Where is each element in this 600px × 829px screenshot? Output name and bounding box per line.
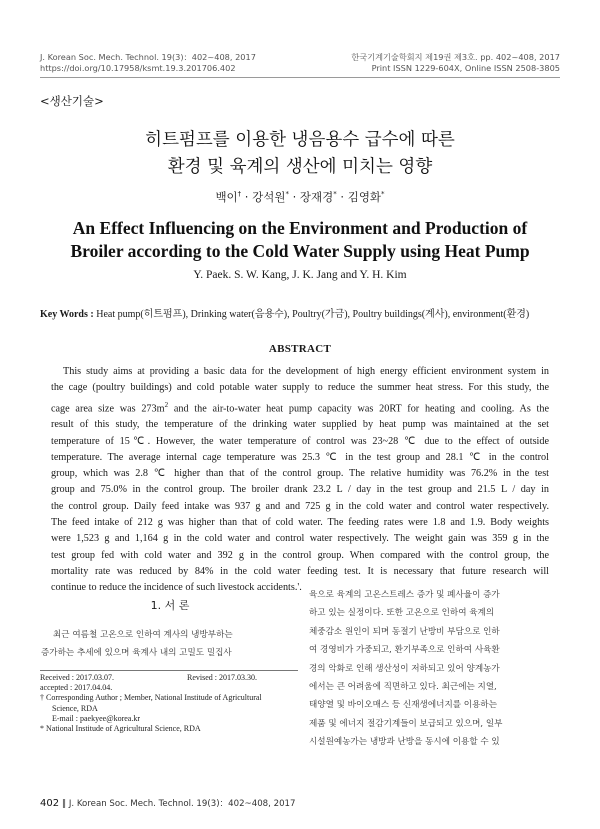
body-line: 하고 있는 실정이다. 또한 고온으로 인하여 육계의 xyxy=(309,608,495,619)
corresponding-author: † Corresponding Author ; Member, National Institude of Agricultural xyxy=(40,693,262,703)
body-line: 여 경영비가 가중되고, 환기부족으로 인하여 사육환 xyxy=(309,645,500,656)
title-ko-line2: 환경 및 육계의 생산에 미치는 영향 xyxy=(167,157,433,177)
page-number: 402 xyxy=(40,798,60,809)
abstract-line-3 xyxy=(51,397,549,418)
abstract-line: the cage (poultry buildings) and cold potable water supply to reduce the summer heat stress. For this study, the xyxy=(51,382,549,394)
footnote-divider xyxy=(40,670,298,671)
keywords xyxy=(40,305,560,320)
journal-citation-ko: 한국기계기술학회지 제19권 제3호. pp. 402~408, 2017 xyxy=(351,52,560,62)
received-date: Received : 2017.03.07. xyxy=(40,673,114,682)
page-footer xyxy=(40,797,295,809)
accepted-date: accepted : 2017.04.04. xyxy=(40,683,113,693)
body-line: 최근 여름철 고온으로 인하여 계사의 냉방부하는 xyxy=(53,630,233,640)
abstract-line-3b: and the air-to-water heat pump capacity was 20RT for heating and cooling. As the xyxy=(168,402,549,414)
title-ko-line1: 히트펌프를 이용한 냉음용수 급수에 따른 xyxy=(145,130,455,150)
body-line: 제품 및 에너지 절감기계들이 보급되고 있으며, 일부 xyxy=(309,718,503,729)
section-heading-introduction: 1. 서 론 xyxy=(150,599,190,612)
author-mark-4: * xyxy=(381,190,385,199)
authors-en: Y. Paek. S. W. Kang, J. K. Jang and Y. H. Kim xyxy=(193,269,407,281)
abstract-line: temperature of 15℃. However, the water temperature of control was 23~28 ℃ due to the effect of outside xyxy=(51,435,549,447)
body-line: 체중감소 원인이 되며 동절기 난방비 부담으로 인하 xyxy=(309,626,500,637)
abstract-line: This study aims at providing a basic data for the development of high energy efficient environment system in xyxy=(63,366,549,377)
body-line: 경의 악화로 인해 생산성이 저하되고 있어 양계농가 xyxy=(309,663,500,674)
abstract-line: group and 75.0% in the control group. The broiler drank 23.2 L / day in the test group and 21.5 L / day in xyxy=(51,484,549,496)
author-mark-1: † xyxy=(237,190,242,199)
author-ko-1: 백이 xyxy=(215,190,238,204)
body-line: 에서는 큰 어려움에 직면하고 있다. 최근에는 지열, xyxy=(309,682,497,693)
footnote-dates xyxy=(40,673,298,683)
revised-date: Revised : 2017.03.30. xyxy=(186,673,257,682)
abstract-line: The feed intake of 212 g was higher than that of cold water. The feeding rates were 1.8 and 1.9. Body weights xyxy=(51,517,549,529)
body-line: 증가하는 추세에 있으며 육계사 내의 고밀도 밀집사 xyxy=(41,648,232,659)
author-mark-3: * xyxy=(333,190,337,199)
abstract-line: continue to reduce the incidence of such livestock accidents.'. xyxy=(51,582,302,594)
title-en-line2: Broiler according to the Cold Water Supply using Heat Pump xyxy=(70,241,530,261)
author-ko-3: · 장재경 xyxy=(288,190,334,204)
author-mark-2: * xyxy=(285,190,289,199)
author-ko-4: · 김영화 xyxy=(336,190,382,204)
left-column-body xyxy=(41,626,298,663)
abstract-line: group, which was 2.8 ℃ higher than that of the control group. The relative humidity was 76.2% in the test xyxy=(51,468,549,480)
doi-link[interactable]: https://doi.org/10.17958/ksmt.19.3.201706.402 xyxy=(40,63,236,73)
abstract-line: were 1,523 g and 1,164 g in the cold water and control water respectively. The weight gain was 359 g in the xyxy=(51,533,549,545)
authors-ko xyxy=(0,189,600,205)
body-line: 육으로 육계의 고온스트레스 증가 및 폐사율이 증가 xyxy=(309,590,500,600)
body-line: 시설원예농가는 냉방과 난방을 동시에 이용할 수 있 xyxy=(309,737,500,748)
abstract-line: temperature. The average internal cage temperature was 25.3 ℃ in the test group and 28.1 ℃ in the control xyxy=(51,451,549,463)
affiliation: * National Institude of Agricultural Science, RDA xyxy=(40,724,201,734)
right-column-body xyxy=(309,586,560,752)
header-divider xyxy=(40,77,560,78)
keywords-label: Key Words : xyxy=(40,309,97,320)
title-en-line1: An Effect Influencing on the Environment and Production of xyxy=(72,218,528,238)
author-email[interactable]: E-mail : paekyee@korea.kr xyxy=(52,713,140,723)
area-superscript: 2 xyxy=(164,400,169,409)
journal-citation: J. Korean Soc. Mech. Technol. 19(3)：402~408, 2017 xyxy=(40,52,256,62)
abstract-line-3a: cage area size was 273m xyxy=(51,402,165,414)
author-ko-2: · 강석원 xyxy=(241,190,286,204)
abstract-line: the control group. Daily feed intake was 937 g and and 725 g in the cold water and control water respectively. xyxy=(51,500,549,512)
footnotes xyxy=(40,673,298,734)
abstract-body xyxy=(51,364,549,597)
abstract-title: ABSTRACT xyxy=(268,343,332,355)
abstract-line: mortality rate was reduced by 84% in the cold water feeding test. It is necessary that future research will xyxy=(51,565,549,577)
abstract-line: result of this study, the temperature of the drinking water supplied by heat pump was maintained at the set xyxy=(51,419,549,431)
abstract-line: test group fed with cold water and 392 g in the control group. When compared with the control group, the xyxy=(51,549,549,561)
body-line: 태양열 및 바이오매스 등 신재생에너지를 이용하는 xyxy=(309,700,497,711)
issn-info: Print ISSN 1229-604X, Online ISSN 2508-3805 xyxy=(371,63,560,73)
section-tag: <생산기술> xyxy=(40,94,104,108)
footer-citation: ‖ J. Korean Soc. Mech. Technol. 19(3)：402~408, 2017 xyxy=(59,799,296,809)
keywords-text: Heat pump(히트펌프), Drinking water(음용수), Poultry(가금), Poultry buildings(계사), environment(환경) xyxy=(96,309,530,320)
corresponding-author-cont: Science, RDA xyxy=(52,703,98,713)
